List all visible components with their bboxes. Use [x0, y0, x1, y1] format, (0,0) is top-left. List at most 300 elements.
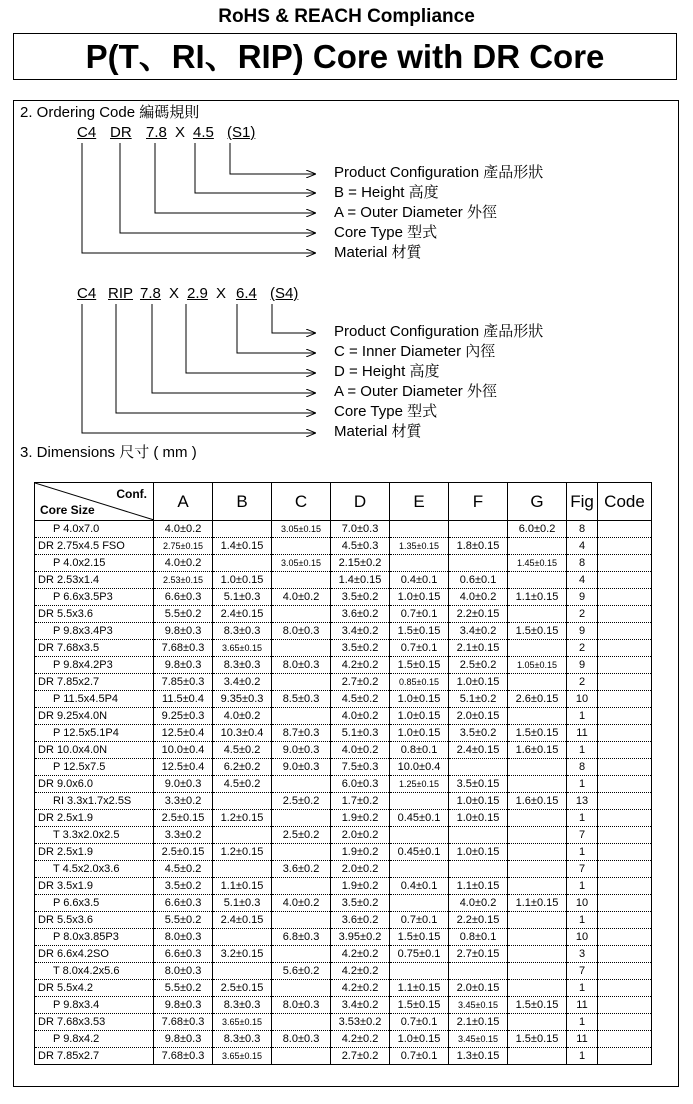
cell-e: 0.7±0.1: [390, 912, 449, 929]
cell-a: 9.8±0.3: [154, 997, 213, 1014]
cell-e: 1.5±0.15: [390, 929, 449, 946]
cell-b: 1.4±0.15: [213, 538, 272, 555]
cell-code: [598, 776, 652, 793]
cell-fig: 2: [567, 606, 598, 623]
cell-core-size: DR 9.0x6.0: [35, 776, 154, 793]
code2-label-material: Material 材質: [334, 423, 422, 440]
cell-a: 12.5±0.4: [154, 725, 213, 742]
cell-g: 1.1±0.15: [508, 589, 567, 606]
cell-core-size: P 9.8x3.4: [35, 997, 154, 1014]
cell-f: 2.1±0.15: [449, 1014, 508, 1031]
table-row: [35, 555, 652, 572]
cell-fig: 7: [567, 827, 598, 844]
cell-f: [449, 521, 508, 538]
table-row: [35, 980, 652, 997]
code1-arrow-configuration: [230, 143, 315, 174]
cell-b: 6.2±0.2: [213, 759, 272, 776]
cell-f: 2.2±0.15: [449, 606, 508, 623]
cell-code: [598, 640, 652, 657]
cell-core-size: DR 2.75x4.5 FSO: [35, 538, 154, 555]
cell-e: 0.8±0.1: [390, 742, 449, 759]
cell-a: 6.6±0.3: [154, 589, 213, 606]
cell-a: 9.0±0.3: [154, 776, 213, 793]
cell-code: [598, 793, 652, 810]
cell-b: [213, 555, 272, 572]
cell-code: [598, 572, 652, 589]
cell-code: [598, 708, 652, 725]
cell-b: [213, 929, 272, 946]
cell-a: 2.5±0.15: [154, 844, 213, 861]
cell-e: [390, 521, 449, 538]
cell-fig: 1: [567, 878, 598, 895]
cell-g: 1.5±0.15: [508, 997, 567, 1014]
cell-g: [508, 946, 567, 963]
cell-core-size: P 12.5x5.1P4: [35, 725, 154, 742]
cell-fig: 10: [567, 691, 598, 708]
cell-e: 0.7±0.1: [390, 640, 449, 657]
cell-b: 4.0±0.2: [213, 708, 272, 725]
code1-material: C4: [77, 124, 97, 141]
cell-core-size: DR 7.85x2.7: [35, 674, 154, 691]
cell-fig: 9: [567, 623, 598, 640]
cell-f: 1.3±0.15: [449, 1048, 508, 1065]
cell-g: [508, 1048, 567, 1065]
cell-fig: 1: [567, 912, 598, 929]
cell-f: 4.0±0.2: [449, 589, 508, 606]
cell-a: 7.85±0.3: [154, 674, 213, 691]
cell-f: 1.0±0.15: [449, 844, 508, 861]
cell-core-size: P 6.6x3.5: [35, 895, 154, 912]
code2-configuration: (S4): [270, 285, 299, 302]
cell-fig: 4: [567, 538, 598, 555]
cell-d: 4.2±0.2: [331, 657, 390, 674]
cell-fig: 8: [567, 759, 598, 776]
table-row: [35, 1031, 652, 1048]
cell-g: [508, 861, 567, 878]
cell-b: 5.1±0.3: [213, 895, 272, 912]
cell-c: 3.6±0.2: [272, 861, 331, 878]
code1-label-height: B = Height 高度: [334, 184, 439, 201]
table-row: [35, 623, 652, 640]
corner-conf-label: Conf.: [116, 487, 147, 501]
cell-f: [449, 759, 508, 776]
cell-f: 3.45±0.15: [449, 997, 508, 1014]
cell-g: [508, 759, 567, 776]
page-title: P(T、RI、RIP) Core with DR Core: [13, 33, 677, 80]
code2-label-outer-diameter: A = Outer Diameter 外徑: [334, 383, 497, 400]
cell-f: 3.4±0.2: [449, 623, 508, 640]
cell-f: [449, 861, 508, 878]
cell-g: 2.6±0.15: [508, 691, 567, 708]
cell-g: [508, 606, 567, 623]
cell-f: 2.7±0.15: [449, 946, 508, 963]
cell-d: 3.5±0.2: [331, 640, 390, 657]
cell-c: 4.0±0.2: [272, 895, 331, 912]
cell-e: 1.0±0.15: [390, 589, 449, 606]
corner-size-label: Core Size: [40, 503, 95, 517]
cell-c: [272, 538, 331, 555]
cell-code: [598, 1014, 652, 1031]
cell-c: 8.5±0.3: [272, 691, 331, 708]
cell-e: 1.0±0.15: [390, 708, 449, 725]
code1-core-type: DR: [110, 124, 132, 141]
cell-c: 9.0±0.3: [272, 759, 331, 776]
cell-a: 9.8±0.3: [154, 623, 213, 640]
cell-d: 1.4±0.15: [331, 572, 390, 589]
cell-c: [272, 708, 331, 725]
cell-code: [598, 844, 652, 861]
cell-e: [390, 861, 449, 878]
cell-g: [508, 674, 567, 691]
cell-f: 1.8±0.15: [449, 538, 508, 555]
cell-fig: 1: [567, 1014, 598, 1031]
cell-code: [598, 980, 652, 997]
table-row: [35, 929, 652, 946]
code1-label-material: Material 材質: [334, 244, 422, 261]
cell-code: [598, 810, 652, 827]
table-row: [35, 725, 652, 742]
cell-core-size: DR 5.5x3.6: [35, 606, 154, 623]
cell-f: [449, 555, 508, 572]
cell-d: 1.9±0.2: [331, 844, 390, 861]
cell-e: 0.7±0.1: [390, 1048, 449, 1065]
cell-fig: 9: [567, 657, 598, 674]
cell-core-size: P 4.0x7.0: [35, 521, 154, 538]
table-row: [35, 572, 652, 589]
cell-g: [508, 929, 567, 946]
code2-label-height: D = Height 高度: [334, 363, 440, 380]
table-row: [35, 674, 652, 691]
table-row: [35, 1014, 652, 1031]
cell-d: 7.0±0.3: [331, 521, 390, 538]
cell-d: 4.2±0.2: [331, 980, 390, 997]
cell-fig: 11: [567, 725, 598, 742]
cell-code: [598, 861, 652, 878]
cell-a: 8.0±0.3: [154, 963, 213, 980]
table-row: [35, 742, 652, 759]
ordering-heading: 2. Ordering Code 編碼規則: [20, 104, 200, 121]
cell-g: 1.6±0.15: [508, 742, 567, 759]
cell-c: [272, 912, 331, 929]
cell-core-size: DR 2.5x1.9: [35, 810, 154, 827]
column-header-code: Code: [598, 483, 652, 521]
cell-d: 2.0±0.2: [331, 827, 390, 844]
cell-g: [508, 912, 567, 929]
cell-c: [272, 844, 331, 861]
cell-code: [598, 827, 652, 844]
cell-c: [272, 776, 331, 793]
cell-core-size: DR 7.68x3.5: [35, 640, 154, 657]
table-row: [35, 691, 652, 708]
cell-b: 8.3±0.3: [213, 623, 272, 640]
cell-code: [598, 1031, 652, 1048]
cell-f: 5.1±0.2: [449, 691, 508, 708]
cell-a: 4.0±0.2: [154, 555, 213, 572]
cell-a: 8.0±0.3: [154, 929, 213, 946]
cell-d: 2.7±0.2: [331, 674, 390, 691]
cell-e: 0.45±0.1: [390, 810, 449, 827]
cell-e: 1.0±0.15: [390, 691, 449, 708]
cell-e: [390, 895, 449, 912]
cell-c: 8.0±0.3: [272, 657, 331, 674]
table-row: [35, 895, 652, 912]
cell-f: [449, 963, 508, 980]
cell-a: 5.5±0.2: [154, 980, 213, 997]
cell-fig: 13: [567, 793, 598, 810]
cell-core-size: P 4.0x2.15: [35, 555, 154, 572]
cell-g: [508, 572, 567, 589]
cell-a: 5.5±0.2: [154, 606, 213, 623]
cell-g: [508, 963, 567, 980]
table-row: [35, 912, 652, 929]
cell-g: 1.1±0.15: [508, 895, 567, 912]
code2-inner-diameter: 6.4: [236, 285, 257, 302]
cell-core-size: P 9.8x4.2: [35, 1031, 154, 1048]
cell-d: 4.2±0.2: [331, 946, 390, 963]
cell-code: [598, 691, 652, 708]
cell-d: 4.5±0.2: [331, 691, 390, 708]
cell-f: 2.0±0.15: [449, 980, 508, 997]
cell-core-size: P 6.6x3.5P3: [35, 589, 154, 606]
column-header-a: A: [154, 483, 213, 521]
cell-d: 4.0±0.2: [331, 708, 390, 725]
cell-code: [598, 878, 652, 895]
cell-c: 8.7±0.3: [272, 725, 331, 742]
code1-label-outer-diameter: A = Outer Diameter 外徑: [334, 204, 497, 221]
cell-e: [390, 793, 449, 810]
cell-b: 8.3±0.3: [213, 1031, 272, 1048]
code2-arrow-configuration: [272, 304, 315, 333]
cell-b: 8.3±0.3: [213, 657, 272, 674]
cell-fig: 1: [567, 1048, 598, 1065]
cell-d: 1.9±0.2: [331, 810, 390, 827]
cell-c: 3.05±0.15: [272, 555, 331, 572]
code2-arrow-outer-diameter: [152, 304, 315, 393]
table-row: [35, 946, 652, 963]
cell-f: 0.6±0.1: [449, 572, 508, 589]
cell-f: 2.1±0.15: [449, 640, 508, 657]
cell-d: 1.9±0.2: [331, 878, 390, 895]
cell-code: [598, 997, 652, 1014]
cell-core-size: DR 9.25x4.0N: [35, 708, 154, 725]
cell-f: 0.8±0.1: [449, 929, 508, 946]
cell-b: 1.1±0.15: [213, 878, 272, 895]
cell-a: 3.5±0.2: [154, 878, 213, 895]
cell-a: 6.6±0.3: [154, 946, 213, 963]
cell-b: 9.35±0.3: [213, 691, 272, 708]
cell-b: [213, 521, 272, 538]
cell-c: 8.0±0.3: [272, 623, 331, 640]
cell-b: [213, 963, 272, 980]
cell-b: [213, 861, 272, 878]
cell-c: [272, 572, 331, 589]
table-row: [35, 827, 652, 844]
cell-g: [508, 878, 567, 895]
cell-d: 3.4±0.2: [331, 997, 390, 1014]
table-row: [35, 776, 652, 793]
table-row: [35, 521, 652, 538]
cell-fig: 1: [567, 810, 598, 827]
code2-height: 2.9: [187, 285, 208, 302]
code2-separator-1: X: [169, 285, 180, 302]
cell-core-size: P 9.8x3.4P3: [35, 623, 154, 640]
cell-fig: 1: [567, 742, 598, 759]
cell-c: 8.0±0.3: [272, 1031, 331, 1048]
cell-f: 2.0±0.15: [449, 708, 508, 725]
cell-d: 4.0±0.2: [331, 742, 390, 759]
column-header-d: D: [331, 483, 390, 521]
table-row: [35, 997, 652, 1014]
cell-code: [598, 1048, 652, 1065]
code2-arrow-core-type: [116, 304, 315, 413]
cell-a: 7.68±0.3: [154, 1014, 213, 1031]
cell-core-size: DR 7.68x3.53: [35, 1014, 154, 1031]
table-row: [35, 963, 652, 980]
cell-b: 3.65±0.15: [213, 1014, 272, 1031]
cell-core-size: P 11.5x4.5P4: [35, 691, 154, 708]
cell-e: 0.75±0.1: [390, 946, 449, 963]
cell-c: [272, 674, 331, 691]
code2-label-configuration: Product Configuration 產品形狀: [334, 323, 544, 340]
cell-code: [598, 606, 652, 623]
cell-b: 3.2±0.15: [213, 946, 272, 963]
cell-core-size: RI 3.3x1.7x2.5S: [35, 793, 154, 810]
table-row: [35, 759, 652, 776]
cell-a: 7.68±0.3: [154, 640, 213, 657]
cell-f: 1.1±0.15: [449, 878, 508, 895]
table-row: [35, 878, 652, 895]
cell-fig: 8: [567, 521, 598, 538]
code1-outer-diameter: 7.8: [146, 124, 167, 141]
cell-core-size: T 4.5x2.0x3.6: [35, 861, 154, 878]
cell-g: [508, 980, 567, 997]
cell-d: 6.0±0.3: [331, 776, 390, 793]
cell-a: 9.8±0.3: [154, 657, 213, 674]
cell-f: 1.0±0.15: [449, 793, 508, 810]
code2-core-type: RIP: [108, 285, 134, 302]
cell-b: 10.3±0.4: [213, 725, 272, 742]
cell-f: [449, 827, 508, 844]
cell-d: 3.53±0.2: [331, 1014, 390, 1031]
cell-c: 5.6±0.2: [272, 963, 331, 980]
cell-fig: 10: [567, 895, 598, 912]
column-header-c: C: [272, 483, 331, 521]
code1-arrow-material: [82, 143, 315, 253]
table-row: [35, 1048, 652, 1065]
cell-f: 2.5±0.2: [449, 657, 508, 674]
cell-f: 3.5±0.15: [449, 776, 508, 793]
code2-arrow-inner-diameter: [237, 304, 315, 353]
cell-g: 1.6±0.15: [508, 793, 567, 810]
cell-g: [508, 810, 567, 827]
cell-core-size: DR 6.6x4.2SO: [35, 946, 154, 963]
code2-arrow-material: [82, 304, 315, 433]
cell-d: 4.5±0.3: [331, 538, 390, 555]
cell-e: [390, 555, 449, 572]
cell-d: 3.95±0.2: [331, 929, 390, 946]
cell-core-size: P 8.0x3.85P3: [35, 929, 154, 946]
code2-label-core-type: Core Type 型式: [334, 403, 438, 420]
cell-a: 9.8±0.3: [154, 1031, 213, 1048]
cell-d: 3.6±0.2: [331, 912, 390, 929]
cell-d: 3.4±0.2: [331, 623, 390, 640]
cell-g: 1.5±0.15: [508, 725, 567, 742]
cell-code: [598, 555, 652, 572]
cell-c: 6.8±0.3: [272, 929, 331, 946]
cell-f: 2.4±0.15: [449, 742, 508, 759]
cell-d: 3.5±0.2: [331, 895, 390, 912]
cell-fig: 10: [567, 929, 598, 946]
cell-d: 5.1±0.3: [331, 725, 390, 742]
cell-e: 1.5±0.15: [390, 997, 449, 1014]
cell-code: [598, 759, 652, 776]
cell-code: [598, 674, 652, 691]
cell-f: 3.5±0.2: [449, 725, 508, 742]
cell-fig: 3: [567, 946, 598, 963]
cell-b: 1.0±0.15: [213, 572, 272, 589]
table-row: [35, 589, 652, 606]
cell-g: [508, 1014, 567, 1031]
code2-separator-2: X: [216, 285, 227, 302]
cell-c: 2.5±0.2: [272, 827, 331, 844]
cell-fig: 11: [567, 997, 598, 1014]
table-row: [35, 861, 652, 878]
cell-e: 0.4±0.1: [390, 572, 449, 589]
cell-core-size: DR 3.5x1.9: [35, 878, 154, 895]
cell-fig: 11: [567, 1031, 598, 1048]
cell-core-size: DR 10.0x4.0N: [35, 742, 154, 759]
column-header-fig: Fig: [567, 483, 598, 521]
cell-f: 3.45±0.15: [449, 1031, 508, 1048]
cell-a: 10.0±0.4: [154, 742, 213, 759]
cell-code: [598, 538, 652, 555]
cell-code: [598, 623, 652, 640]
cell-a: 4.5±0.2: [154, 861, 213, 878]
cell-b: 3.65±0.15: [213, 640, 272, 657]
cell-c: 9.0±0.3: [272, 742, 331, 759]
cell-e: 0.4±0.1: [390, 878, 449, 895]
cell-a: 12.5±0.4: [154, 759, 213, 776]
cell-g: [508, 640, 567, 657]
cell-g: [508, 776, 567, 793]
cell-e: 1.0±0.15: [390, 725, 449, 742]
cell-fig: 2: [567, 640, 598, 657]
cell-b: 2.5±0.15: [213, 980, 272, 997]
code1-arrow-outer-diameter: [155, 143, 315, 213]
ordering-arrows: [0, 0, 693, 450]
cell-core-size: DR 2.53x1.4: [35, 572, 154, 589]
cell-b: [213, 793, 272, 810]
cell-c: [272, 946, 331, 963]
cell-e: 0.7±0.1: [390, 606, 449, 623]
cell-code: [598, 725, 652, 742]
cell-e: [390, 827, 449, 844]
cell-g: 1.45±0.15: [508, 555, 567, 572]
cell-c: 4.0±0.2: [272, 589, 331, 606]
cell-a: 7.68±0.3: [154, 1048, 213, 1065]
cell-d: 3.6±0.2: [331, 606, 390, 623]
cell-e: 0.7±0.1: [390, 1014, 449, 1031]
cell-b: 3.4±0.2: [213, 674, 272, 691]
table-header-row: [35, 483, 652, 521]
cell-f: 1.0±0.15: [449, 674, 508, 691]
cell-d: 3.5±0.2: [331, 589, 390, 606]
code2-material: C4: [77, 285, 97, 302]
cell-c: [272, 980, 331, 997]
cell-core-size: DR 2.5x1.9: [35, 844, 154, 861]
cell-g: 1.05±0.15: [508, 657, 567, 674]
code1-separator: X: [175, 124, 186, 141]
